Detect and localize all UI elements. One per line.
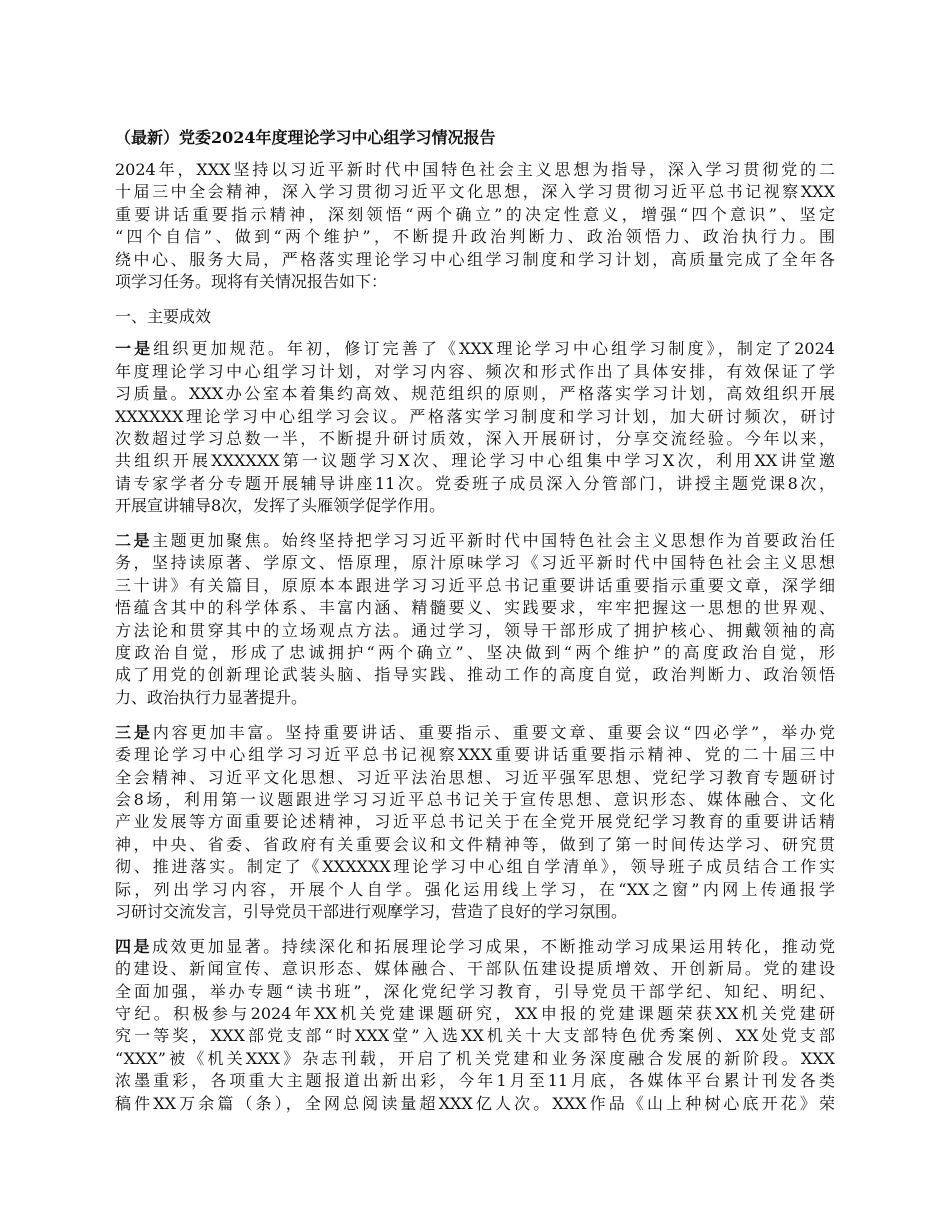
- paragraph-line: [115, 1093, 835, 1115]
- paragraph-line: [115, 767, 835, 789]
- paragraph-line: [115, 495, 835, 517]
- line-text: 神，中央、省委、省政府有关重要会议和文件精神等，做到了第一时间传达学习、研究贯: [115, 834, 835, 854]
- line-text: 度政治自觉，形成了忠诚拥护“两个确立”、坚决做到“两个维护”的高度政治自觉，形: [115, 643, 835, 663]
- paragraph-lead: 四是: [115, 936, 153, 956]
- line-text: 次数超过学习总数一半，不断提升研讨质效，深入开展研讨，分享交流经验。今年以来，: [115, 428, 835, 448]
- paragraph-line: [115, 834, 835, 856]
- line-text: 2024年，XXX坚持以习近平新时代中国特色社会主义思想为指导，深入学习贯彻党的二: [115, 160, 835, 179]
- paragraph-line: [115, 450, 835, 472]
- paragraph-line: [115, 664, 835, 686]
- paragraph-line: [115, 181, 835, 203]
- line-text: 成效更加显著。持续深化和拓展理论学习成果，不断推动学习成果运用转化，推动党: [152, 936, 835, 956]
- paragraph-line: [115, 879, 835, 901]
- achievement-paragraph: [115, 936, 835, 1115]
- line-text: 际，列出学习内容，开展个人自学。强化运用线上学习，在“XX之窗”内网上传通报学: [115, 879, 835, 899]
- line-text: 究一等奖，XXX部党支部“时XXX堂”入选XX机关十大支部特色优秀案例、XX处党支部: [115, 1026, 835, 1046]
- intro-paragraph: [115, 159, 835, 293]
- line-text: 项学习任务。现将有关情况报告如下：: [115, 271, 388, 291]
- paragraph-line: [115, 981, 835, 1003]
- line-text: “XXX”被《机关XXX》杂志刊载，开启了机关党建和业务深度融合发展的新阶段。XXX: [115, 1048, 835, 1068]
- line-text: 彻、推进落实。制定了《XXXXXX理论学习中心组自学清单》，领导班子成员结合工作实: [115, 857, 835, 877]
- paragraph-line: [115, 530, 835, 552]
- paragraph-line: [115, 575, 835, 597]
- paragraph-line: [115, 552, 835, 574]
- line-text: 内容更加丰富。坚持重要讲话、重要指示、重要文章、重要会议“四必学”，举办党: [152, 722, 835, 742]
- line-text: XXXXXX理论学习中心组学习会议。严格落实学习制度和学习计划，加大研讨频次，研讨: [115, 406, 835, 426]
- line-text: 组织更加规范。年初，修订完善了《XXX理论学习中心组学习制度》，制定了2024: [153, 339, 835, 359]
- line-text: 产业发展等方面重要论述精神，习近平总书记关于在全党开展党纪学习教育的重要讲话精: [115, 812, 835, 832]
- paragraph-lead: 二是: [115, 531, 153, 551]
- paragraph-line: [115, 473, 835, 495]
- paragraph-line: [115, 1003, 835, 1025]
- line-text: 务，坚持读原著、学原文、悟原理，原汁原味学习《习近平新时代中国特色社会主义思想: [115, 553, 835, 573]
- paragraph-line: [115, 361, 835, 383]
- paragraph-line: [115, 249, 835, 271]
- line-text: 请专家学者分专题开展辅导讲座11次。党委班子成员深入分管部门，讲授主题党课8次，: [115, 473, 835, 493]
- line-text: 共组织开展XXXXXX第一议题学习X次、理论学习中心组集中学习X次，利用XX讲堂邀: [115, 451, 835, 471]
- document-title: （最新）党委2024年度理论学习中心组学习情况报告: [115, 128, 496, 147]
- line-text: 习质量。XXX办公室本着集约高效、规范组织的原则，严格落实学习计划，高效组织开展: [115, 384, 835, 404]
- paragraph-line: [115, 271, 835, 293]
- line-text: 的建设、新闻宣传、意识形态、媒体融合、干部队伍建设提质增效、开创新局。党的建设: [115, 959, 835, 979]
- paragraph-line: [115, 789, 835, 811]
- paragraph-line: [115, 406, 835, 428]
- paragraph-line: [115, 642, 835, 664]
- line-text: 悟蕴含其中的科学体系、丰富内涵、精髓要义、实践要求，牢牢把握这一思想的世界观、: [115, 598, 835, 618]
- achievement-paragraph: [115, 530, 835, 709]
- paragraph-line: [115, 687, 835, 709]
- paragraph-line: [115, 958, 835, 980]
- paragraph-line: [115, 722, 835, 744]
- paragraph-line: [115, 744, 835, 766]
- paragraph-lead: 三是: [115, 722, 153, 742]
- paragraph-line: [115, 856, 835, 878]
- paragraph-line: [115, 1070, 835, 1092]
- line-text: 十届三中全会精神，深入学习贯彻习近平文化思想，深入学习贯彻习近平总书记视察XXX: [115, 182, 835, 202]
- paragraph-line: [115, 226, 835, 248]
- line-text: 主题更加聚焦。始终坚持把学习习近平新时代中国特色社会主义思想作为首要政治任: [152, 531, 835, 551]
- paragraph-line: [115, 383, 835, 405]
- line-text: 年度理论学习中心组学习计划，对学习内容、频次和形式作出了具体安排，有效保证了学: [115, 361, 835, 381]
- paragraph-lead: 一是: [115, 339, 154, 359]
- achievement-paragraph: [115, 338, 835, 517]
- line-text: 全面加强，举办专题“读书班”，深化党纪学习教育，引导党员干部学纪、知纪、明纪、: [115, 981, 835, 1001]
- achievement-paragraph: [115, 722, 835, 924]
- line-text: 重要讲话重要指示精神，深刻领悟“两个确立”的决定性意义，增强“四个意识”、坚定: [115, 204, 835, 224]
- paragraph-line: [115, 428, 835, 450]
- paragraph-line: [115, 159, 835, 181]
- paragraph-line: [115, 936, 835, 958]
- line-text: 全会精神、习近平文化思想、习近平法治思想、习近平强军思想、党纪学习教育专题研讨: [115, 767, 835, 787]
- line-text: 委理论学习中心组学习习近平总书记视察XXX重要讲话重要指示精神、党的二十届三中: [115, 745, 835, 765]
- paragraph-line: [115, 1025, 835, 1047]
- line-text: 力、政治执行力显著提升。: [115, 687, 308, 707]
- paragraph-line: [115, 620, 835, 642]
- line-text: 习研讨交流发言，引导党员干部进行观摩学习，营造了良好的学习氛围。: [115, 901, 628, 921]
- section-heading: 一、主要成效: [115, 306, 212, 326]
- line-text: 守纪。积极参与2024年XX机关党建课题研究，XX申报的党建课题荣获XX机关党建研: [115, 1004, 835, 1024]
- paragraph-line: [115, 338, 835, 360]
- line-text: 开展宣讲辅导8次，发挥了头雁领学促学作用。: [115, 496, 446, 516]
- line-text: 浓墨重彩，各项重大主题报道出新出彩，今年1月至11月底，各媒体平台累计刊发各类: [115, 1071, 835, 1091]
- paragraph-line: [115, 811, 835, 833]
- paragraph-line: [115, 1048, 835, 1070]
- line-text: 成了用党的创新理论武装头脑、指导实践、推动工作的高度自觉，政治判断力、政治领悟: [115, 665, 835, 685]
- line-text: 方法论和贯穿其中的立场观点方法。通过学习，领导干部形成了拥护核心、拥戴领袖的高: [115, 620, 835, 640]
- line-text: 绕中心、服务大局，严格落实理论学习中心组学习制度和学习计划，高质量完成了全年各: [115, 249, 835, 269]
- line-text: “四个自信”、做到“两个维护”，不断提升政治判断力、政治领悟力、政治执行力。围: [115, 227, 835, 247]
- paragraph-line: [115, 901, 835, 923]
- paragraph-line: [115, 597, 835, 619]
- line-text: 稿件XX万余篇（条），全网总阅读量超XXX亿人次。XXX作品《山上种树心底开花》荣: [115, 1093, 835, 1113]
- paragraph-line: [115, 204, 835, 226]
- body-paragraphs: [115, 338, 835, 1115]
- line-text: 三十讲》有关篇目，原原本本跟进学习习近平总书记重要讲话重要指示重要文章，深学细: [115, 575, 835, 595]
- line-text: 会8场，利用第一议题跟进学习习近平总书记关于宣传思想、意识形态、媒体融合、文化: [115, 789, 835, 809]
- document-page: [115, 127, 835, 1128]
